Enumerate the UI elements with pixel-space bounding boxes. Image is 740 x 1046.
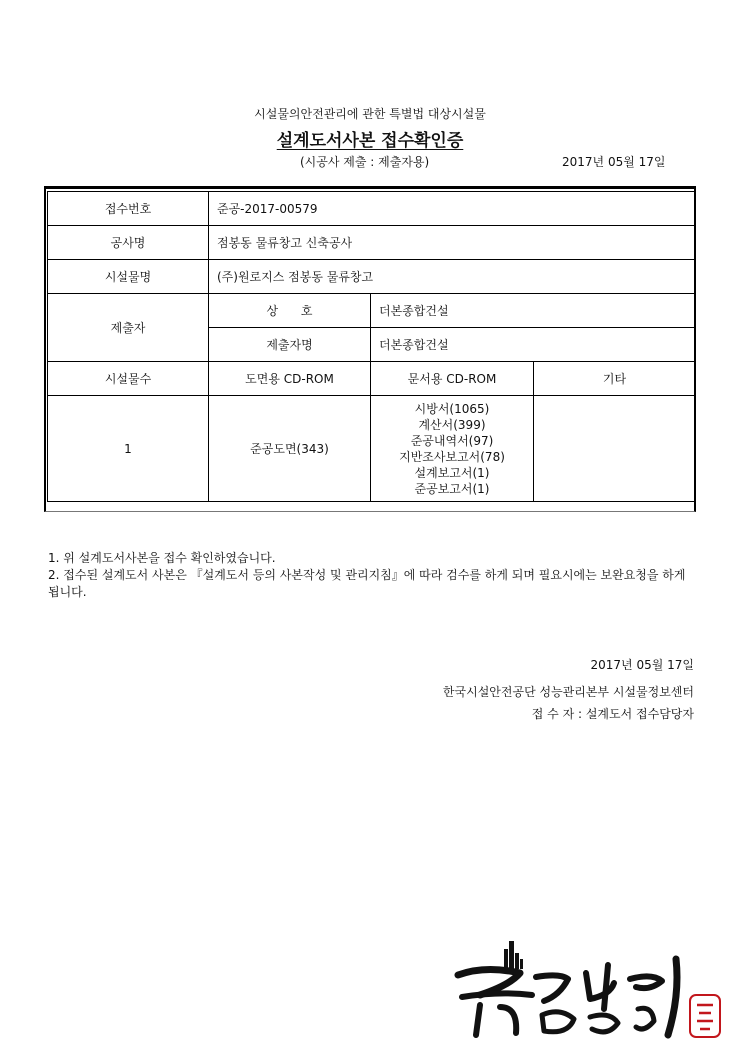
table-row — [48, 226, 696, 260]
footer-receiver: 접 수 자 : 설계도서 접수담당자 — [531, 707, 694, 721]
red-seal-icon — [690, 995, 720, 1037]
list-item: 지반조사보고서(78) — [399, 449, 505, 464]
table-row — [48, 294, 696, 328]
col-document-cd: 문서용 CD-ROM — [371, 362, 534, 396]
project-name-label: 공사명 — [48, 226, 209, 260]
building-skyline-icon — [504, 941, 523, 969]
facility-name-value: (주)원로지스 점봉동 물류창고 — [209, 260, 696, 294]
drawing-cd-value: 준공도면(343) — [209, 396, 371, 502]
list-item: 준공보고서(1) — [414, 481, 490, 496]
other-value — [534, 396, 696, 502]
submitter-name-label: 제출자명 — [209, 328, 371, 362]
list-item: 시방서(1065) — [414, 401, 490, 416]
issue-date: 2017년 05월 17일 — [562, 155, 666, 169]
document-cd-list — [371, 396, 534, 502]
document-subtitle: 시설물의안전관리에 관한 특별법 대상시설물 — [254, 107, 486, 121]
facility-name-label: 시설물명 — [48, 260, 209, 294]
reception-number-label: 접수번호 — [48, 192, 209, 226]
table-row — [48, 260, 696, 294]
col-drawing-cd: 도면용 CD-ROM — [209, 362, 371, 396]
table-row — [48, 192, 696, 226]
list-item: 설계보고서(1) — [414, 465, 490, 480]
junggong-logo — [440, 935, 730, 1045]
list-item: 준공내역서(97) — [410, 433, 494, 448]
col-other: 기타 — [534, 362, 696, 396]
note-item: 2. 접수된 설계도서 사본은 『설계도서 등의 사본작성 및 관리지침』에 따라 검수를 하게 되며 필요시에는 보완요청을 하게 됩니다. — [48, 568, 686, 599]
facility-count-value: 1 — [48, 396, 209, 502]
document-title-text: 설계도서사본 접수확인증 — [276, 131, 464, 151]
table-row — [48, 362, 696, 396]
list-item: 계산서(399) — [418, 417, 486, 432]
table-row — [48, 396, 696, 502]
submitter-name-value: 더본종합건설 — [371, 328, 696, 362]
submitter-label: 제출자 — [48, 294, 209, 362]
note-item: 1. 위 설계도서사본을 접수 확인하였습니다. — [48, 551, 276, 565]
project-name-value: 점봉동 물류창고 신축공사 — [209, 226, 696, 260]
reception-form-table — [47, 191, 696, 502]
submission-note: (시공사 제출 : 제출자용) — [300, 155, 430, 169]
notes-section — [48, 550, 698, 601]
company-name-value: 더본종합건설 — [371, 294, 696, 328]
footer-organization: 한국시설안전공단 성능관리본부 시설물정보센터 — [442, 685, 694, 699]
calligraphy-mark — [458, 959, 677, 1035]
footer-date: 2017년 05월 17일 — [590, 658, 694, 672]
company-label: 상 호 — [209, 294, 371, 328]
reception-number-value: 준공-2017-00579 — [209, 192, 696, 226]
col-facility-count: 시설물수 — [48, 362, 209, 396]
document-title — [0, 126, 740, 151]
